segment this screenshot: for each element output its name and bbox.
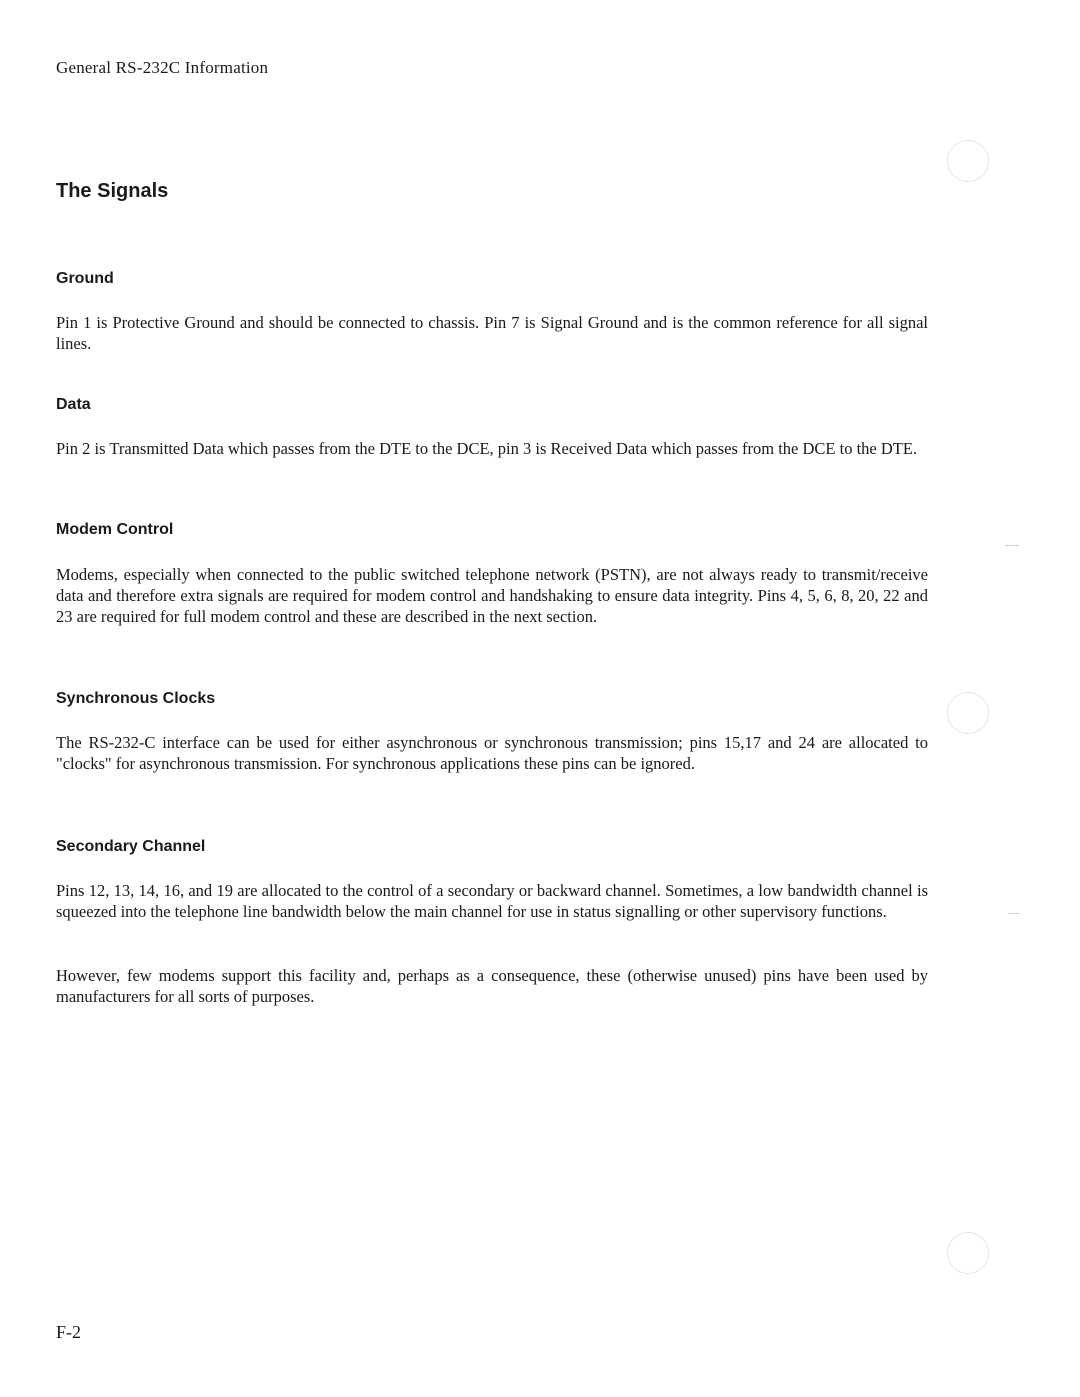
paragraph-data: Pin 2 is Transmitted Data which passes from the DTE to the DCE, pin 3 is Received Data which passes from the DCE to the DTE. bbox=[56, 439, 918, 458]
paragraph-secondary-channel-2: However, few modems support this facility and, perhaps as a consequence, these (otherwise unused) pins have been used by manufacturers for all sorts of purposes. bbox=[56, 966, 928, 1006]
punch-hole-top bbox=[947, 140, 989, 182]
section-heading-data: Data bbox=[56, 396, 91, 413]
section-heading-secondary-channel: Secondary Channel bbox=[56, 838, 206, 855]
page-number: F-2 bbox=[56, 1322, 82, 1342]
margin-mark bbox=[1008, 913, 1020, 914]
paragraph-ground: Pin 1 is Protective Ground and should be connected to chassis. Pin 7 is Signal Ground and is the common reference for all signal lines. bbox=[56, 313, 928, 353]
section-heading-modem-control: Modem Control bbox=[56, 521, 174, 538]
section-heading-synchronous-clocks: Synchronous Clocks bbox=[56, 690, 216, 707]
paragraph-secondary-channel-1: Pins 12, 13, 14, 16, and 19 are allocated to the control of a secondary or backward channel. Sometimes, a low bandwidth channel is squeezed into the telephone line bandwidth below the main channel for use in status signalling or other supervisory functions. bbox=[56, 881, 928, 921]
section-heading-ground: Ground bbox=[56, 270, 114, 287]
punch-hole-middle bbox=[947, 692, 989, 734]
paragraph-synchronous-clocks: The RS-232-C interface can be used for either asynchronous or synchronous transmission; pins 15,17 and 24 are allocated to "clocks" for asynchronous transmission. For synchronous applications these pins can be ignored. bbox=[56, 733, 928, 773]
running-header: General RS-232C Information bbox=[56, 58, 269, 77]
punch-hole-bottom bbox=[947, 1232, 989, 1274]
paragraph-modem-control: Modems, especially when connected to the public switched telephone network (PSTN), are not always ready to transmit/receive data and therefore extra signals are required for modem control and handshaking to ensure data integrity. Pins 4, 5, 6, 8, 20, 22 and 23 are required for full modem control and these are described in the next section. bbox=[56, 565, 928, 626]
margin-mark bbox=[1005, 545, 1019, 546]
page-title: The Signals bbox=[56, 180, 169, 202]
